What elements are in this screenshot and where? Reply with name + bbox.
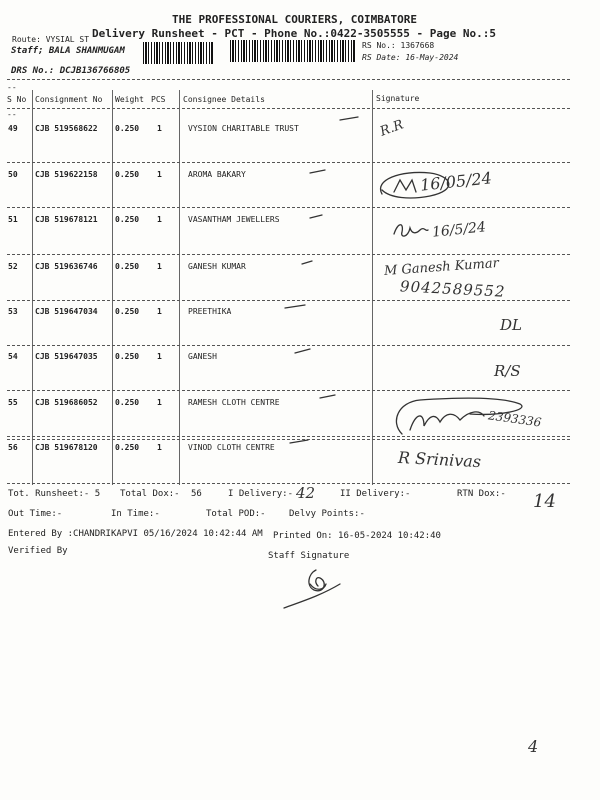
out-time-label: Out Time:- [8, 509, 63, 519]
row-consignment: CJB 519636746 [35, 262, 98, 271]
printed-on: Printed On: 16-05-2024 10:42:40 [273, 531, 441, 541]
row-sno: 55 [8, 398, 18, 407]
barcode-right [230, 40, 356, 62]
row-pcs: 1 [157, 307, 162, 316]
handwriting-sign-49: R.R [378, 117, 406, 140]
in-time-label: In Time:- [111, 509, 160, 519]
row-sno: 52 [8, 262, 18, 271]
staff: Staff; BALA SHANMUGAM [11, 46, 125, 56]
divider [7, 79, 570, 80]
handwriting-rs-54: R/S [494, 362, 521, 380]
col-signature: Signature [376, 94, 420, 103]
barcode-left [143, 42, 213, 64]
row-sno: 54 [8, 352, 18, 361]
row-weight: 0.250 [115, 124, 140, 133]
delvy-points-label: Delvy Points:- [289, 509, 365, 519]
handwriting-name-56: R Srinivas [397, 447, 482, 472]
staff-signature-mark [280, 562, 360, 612]
handwriting-phone-52: 9042589552 [399, 277, 506, 301]
row-consignment: CJB 519568622 [35, 124, 98, 133]
staff-signature-label: Staff Signature [268, 551, 350, 561]
row-weight: 0.250 [115, 215, 140, 224]
row-sno: 51 [8, 215, 18, 224]
row-weight: 0.250 [115, 307, 140, 316]
handwriting-i-delivery: 42 [296, 484, 316, 502]
row-weight: 0.250 [115, 352, 140, 361]
dash-mark: -- [7, 83, 17, 92]
divider [7, 483, 570, 484]
divider [7, 108, 570, 109]
handwriting-date-51: 16/5/24 [431, 219, 487, 241]
handwriting-name-52: M Ganesh Kumar [383, 256, 500, 279]
row-consignee: GANESH [188, 352, 217, 361]
row-consignee: VYSION CHARITABLE TRUST [188, 124, 299, 133]
row-sno: 56 [8, 443, 18, 452]
col-rule [179, 90, 180, 485]
i-delivery-label: I Delivery:- [228, 489, 294, 499]
runsheet-title: Delivery Runsheet - PCT - Phone No.:0422-3505555 - Page No.:5 [92, 27, 496, 40]
row-sno: 53 [8, 307, 18, 316]
row-consignment: CJB 519647034 [35, 307, 98, 316]
handwriting-page-mark: 4 [528, 737, 539, 756]
rtn-dox-label: RTN Dox:- [457, 489, 506, 499]
col-rule [32, 90, 33, 485]
row-pcs: 1 [157, 215, 162, 224]
row-pcs: 1 [157, 443, 162, 452]
row-consignee: GANESH KUMAR [188, 262, 246, 271]
col-consignment: Consignment No [35, 95, 103, 104]
col-weight: Weight [115, 95, 144, 104]
verified-by: Verified By [8, 546, 68, 556]
row-pcs: 1 [157, 398, 162, 407]
row-weight: 0.250 [115, 398, 140, 407]
row-consignee: RAMESH CLOTH CENTRE [188, 398, 280, 407]
col-pcs: PCS [151, 95, 166, 104]
dash-mark: -- [7, 110, 17, 119]
total-pod-label: Total POD:- [206, 509, 266, 519]
row-sno: 49 [8, 124, 18, 133]
total-dox-label: Total Dox:- [120, 489, 180, 499]
handwriting-dl-53: DL [500, 316, 522, 334]
row-consignment: CJB 519647035 [35, 352, 98, 361]
row-consignment: CJB 519678121 [35, 215, 98, 224]
tot-runsheet: Tot. Runsheet:- 5 [8, 489, 101, 499]
entered-by: Entered By :CHANDRIKAPVI 05/16/2024 10:42:44 AM [8, 529, 263, 539]
row-pcs: 1 [157, 124, 162, 133]
handwriting-number-55: 2393336 [487, 408, 543, 430]
row-weight: 0.250 [115, 262, 140, 271]
row-pcs: 1 [157, 352, 162, 361]
row-weight: 0.250 [115, 443, 140, 452]
rs-date: RS Date: 16-May-2024 [362, 53, 459, 62]
col-consignee: Consignee Details [183, 95, 265, 104]
rs-number: RS No.: 1367668 [362, 41, 435, 50]
row-consignee: VASANTHAM JEWELLERS [188, 215, 280, 224]
handwriting-date-50: 16/05/24 [419, 168, 493, 195]
row-consignment: CJB 519686052 [35, 398, 98, 407]
handwriting-rtn: 14 [533, 491, 556, 512]
row-consignee: VINOD CLOTH CENTRE [188, 443, 275, 452]
drs-number: DRS No.: DCJB136766805 [11, 66, 131, 76]
row-consignment: CJB 519678120 [35, 443, 98, 452]
row-consignee: PREETHIKA [188, 307, 232, 316]
route: Route: VYSIAL ST [12, 35, 90, 44]
row-pcs: 1 [157, 262, 162, 271]
row-sno: 50 [8, 170, 18, 179]
col-rule [112, 90, 113, 485]
row-consignment: CJB 519622158 [35, 170, 98, 179]
row-consignee: AROMA BAKARY [188, 170, 246, 179]
total-dox-value: 56 [191, 489, 202, 499]
ii-delivery-label: II Delivery:- [340, 489, 411, 499]
signature-51 [390, 218, 430, 242]
col-sno: S No [7, 95, 27, 104]
company-name: THE PROFESSIONAL COURIERS, COIMBATORE [172, 13, 418, 26]
row-pcs: 1 [157, 170, 162, 179]
row-weight: 0.250 [115, 170, 140, 179]
